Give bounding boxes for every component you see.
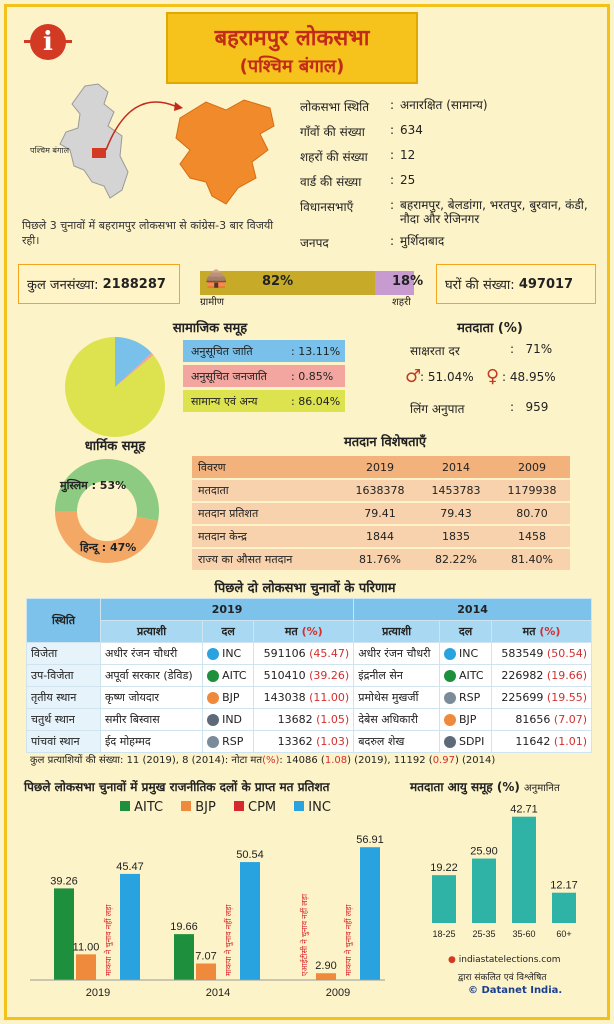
voting-cell: 1179938 [494, 479, 570, 502]
fact-key: गाँवों की संख्या [300, 125, 365, 139]
title-banner [166, 12, 418, 84]
party-vote-chart [30, 822, 390, 1002]
results-row [27, 665, 592, 687]
legend-swatch [234, 801, 244, 811]
vote-count: 591106 [263, 647, 306, 660]
literacy-value: 71% [525, 342, 553, 356]
candidate-name: अधीर रंजन चौधरी [354, 643, 440, 665]
vote-cell [492, 709, 592, 731]
voting-header-cell: 2014 [418, 456, 494, 479]
results-title: पिछले दो लोकसभा चुनावों के परिणाम [214, 581, 396, 596]
age-group-chart [420, 795, 600, 945]
party-name: INC [458, 647, 479, 660]
constituency-marker [92, 148, 106, 158]
voting-header-cell: 2019 [342, 456, 418, 479]
vote-count: 81656 [515, 713, 551, 726]
vote-cell [254, 709, 354, 731]
x-tick-label: 2009 [325, 987, 351, 999]
no-contest-note: माकपा ने चुनाव नहीं लड़ा [344, 904, 353, 976]
legend-label: INC [308, 800, 331, 815]
footer-part: ) (2014) [454, 755, 496, 766]
results-row [27, 731, 592, 753]
voting-cell: 1458 [494, 525, 570, 548]
social-item-value: 13.11% [298, 344, 341, 358]
bar-inc-2014 [240, 862, 260, 980]
bar-value-label: 56.91 [356, 834, 384, 847]
vote-header-label: मत [284, 625, 298, 638]
party-cell [203, 731, 254, 753]
social-item-st [183, 365, 345, 387]
state-map-outline [60, 84, 128, 198]
brand-logo: © Datanet India. [468, 985, 563, 996]
party-name: AITC [222, 669, 247, 682]
info-small-icon: ● [448, 955, 456, 965]
social-item-sep: : [291, 394, 299, 408]
party-cell [203, 709, 254, 731]
voting-cell: मतदान केन्द्र [192, 525, 342, 548]
fact-value: 634 [400, 123, 423, 137]
candidate-name: इंद्रनील सेन [354, 665, 440, 687]
voting-header-row [192, 456, 570, 479]
fact-row [300, 198, 600, 226]
bar-inc-2009 [360, 847, 380, 980]
voting-cell: 1835 [418, 525, 494, 548]
results-row [27, 643, 592, 665]
bar-value-label: 39.26 [50, 875, 78, 888]
arrow-head [174, 102, 183, 111]
voting-header-cell: विवरण [192, 456, 342, 479]
age-tick-label: 18-25 [432, 929, 456, 939]
fact-sep: : [390, 98, 395, 112]
age-tick-label: 35-60 [512, 929, 536, 939]
party-symbol-icon [207, 648, 219, 660]
bar-aitc-2019 [54, 888, 74, 980]
social-pie [60, 332, 170, 442]
female-icon: ♀ [486, 366, 500, 387]
vote-cell [254, 665, 354, 687]
party-symbol-icon [444, 714, 456, 726]
population-label: कुल जनसंख्या: [27, 278, 99, 293]
party-symbol-icon [444, 692, 456, 704]
candidate-header: प्रत्याशी [354, 621, 440, 643]
voting-cell: 79.41 [342, 502, 418, 525]
legend-cpm [234, 800, 276, 815]
sex-ratio-wrap: : 959 [510, 400, 549, 414]
sex-ratio-value: 959 [525, 400, 549, 414]
legend-label: BJP [195, 800, 216, 815]
social-item-value: 0.85% [298, 369, 334, 383]
party-name: RSP [222, 735, 244, 748]
vote-cell [492, 731, 592, 753]
info-icon: i [30, 24, 66, 60]
bar-value-label: 11.00 [72, 941, 100, 954]
party-cell [203, 687, 254, 709]
vote-header-pct: (%) [539, 625, 561, 638]
footer-part: (%) [262, 755, 280, 766]
party-symbol-icon [444, 648, 456, 660]
vote-count: 583549 [501, 647, 544, 660]
fact-key: विधानसभाएँ [300, 200, 354, 214]
age-tick-label: 25-35 [472, 929, 496, 939]
fact-row [300, 173, 600, 190]
no-contest-note: माकपा ने चुनाव नहीं लड़ा [104, 904, 113, 976]
vote-pct: (1.05) [316, 713, 350, 726]
hindu-label: हिन्दू : 47% [80, 541, 137, 554]
fact-key: जनपद [300, 236, 329, 250]
fact-value: बहरामपुर, बेलडांगा, भरतपुर, बुरवान, कंडी, नौदा और रेजिनगर [400, 198, 588, 226]
candidate-name: देबेस अधिकारी [354, 709, 440, 731]
age-chart-title: मतदाता आयु समूह (%) [410, 780, 520, 794]
age-bar-60+ [552, 893, 576, 923]
party-symbol-icon [207, 714, 219, 726]
party-cell [439, 665, 491, 687]
results-status: चतुर्थ स्थान [27, 709, 101, 731]
vote-count: 13682 [277, 713, 313, 726]
fact-key: वार्ड की संख्या [300, 175, 362, 189]
age-tick-label: 60+ [556, 929, 572, 939]
voting-cell: 81.40% [494, 548, 570, 571]
x-tick-label: 2019 [85, 987, 111, 999]
footer-part: 0.97 [432, 755, 455, 766]
age-bar-18-25 [432, 875, 456, 923]
households-box [436, 264, 596, 304]
vote-count: 510410 [263, 669, 306, 682]
social-item-general [183, 390, 345, 412]
vote-count: 11642 [515, 735, 551, 748]
age-bar-25-35 [472, 859, 496, 923]
footer-part: कुल प्रत्याशियों की संख्या: 11 (2019), 8 (2014): नोटा मत [30, 755, 263, 766]
party-cell [203, 665, 254, 687]
x-tick-label: 2014 [205, 987, 231, 999]
party-name: BJP [222, 691, 240, 704]
party-name: SDPI [458, 735, 485, 748]
fact-value: मुर्शिदाबाद [400, 234, 445, 248]
footer-part: ) (2019), 11192 ( [347, 755, 433, 766]
state-label: पश्चिम बंगाल [30, 146, 69, 155]
vote-cell [492, 665, 592, 687]
fact-row [300, 98, 600, 115]
rural-pct: 82% [262, 274, 294, 289]
voting-cell: राज्य का औसत मतदान [192, 548, 342, 571]
fact-sep: : [390, 123, 395, 137]
candidate-name: अधीर रंजन चौधरी [101, 643, 203, 665]
voting-table [192, 456, 570, 572]
vote-pct: (19.55) [546, 691, 587, 704]
party-chart-legend [120, 800, 331, 815]
social-item-sep: : [291, 344, 299, 358]
results-footer [30, 752, 495, 766]
legend-aitc [120, 800, 163, 815]
party-name: BJP [458, 713, 477, 726]
results-year-row [27, 599, 592, 621]
candidate-header: प्रत्याशी [101, 621, 203, 643]
bar-value-label: 19.66 [170, 921, 198, 934]
facts-panel [300, 98, 600, 259]
female-value-wrap: : 48.95% [502, 370, 556, 384]
population-value: 2188287 [102, 276, 166, 292]
fact-value: 25 [400, 173, 416, 187]
candidate-name: बदरुल शेख [354, 731, 440, 753]
vote-pct: (39.26) [309, 669, 350, 682]
urban-pct: 18% [392, 274, 424, 289]
bar-value-label: 50.54 [236, 849, 264, 862]
vote-pct: (45.47) [309, 647, 350, 660]
vote-cell [254, 687, 354, 709]
page-subtitle: (पश्चिम बंगाल) [239, 56, 345, 77]
vote-header [254, 621, 354, 643]
party-cell [439, 731, 491, 753]
voting-row [192, 479, 570, 502]
age-bar-value: 12.17 [550, 879, 578, 892]
bar-value-label: 2.90 [315, 960, 337, 973]
religion-title: धार्मिक समूह [84, 439, 146, 454]
party-symbol-icon [207, 692, 219, 704]
fact-row [300, 123, 600, 140]
voting-cell: मतदान प्रतिशत [192, 502, 342, 525]
party-cell [203, 643, 254, 665]
party-cell [439, 709, 491, 731]
legend-label: AITC [134, 800, 164, 815]
results-status: तृतीय स्थान [27, 687, 101, 709]
candidate-name: कृष्ण जोयदार [101, 687, 203, 709]
voting-cell: 82.22% [418, 548, 494, 571]
legend-swatch [181, 801, 191, 811]
party-symbol-icon [444, 736, 456, 748]
party-symbol-icon [207, 670, 219, 682]
year-2019-header: 2019 [101, 599, 354, 621]
vote-cell [254, 731, 354, 753]
voting-cell: 81.76% [342, 548, 418, 571]
results-table [26, 598, 592, 753]
vote-count: 13362 [277, 735, 313, 748]
bar-aitc-2014 [174, 934, 194, 980]
voting-row [192, 502, 570, 525]
year-2014-header: 2014 [354, 599, 592, 621]
vote-pct: (50.54) [546, 647, 587, 660]
party-header: दल [439, 621, 491, 643]
party-name: AITC [458, 669, 484, 682]
legend-swatch [294, 801, 304, 811]
candidate-name: समीर बिस्वास [101, 709, 203, 731]
results-row [27, 687, 592, 709]
male-value-wrap: : 51.04% [420, 370, 474, 384]
vote-pct: (1.03) [316, 735, 350, 748]
candidate-name: प्रमोथेस मुखर्जी [354, 687, 440, 709]
legend-swatch [120, 801, 130, 811]
vote-header [492, 621, 592, 643]
voting-cell: 1638378 [342, 479, 418, 502]
fact-key: लोकसभा स्थिति [300, 100, 370, 114]
compiled-by: द्वारा संकलित एवं विश्लेषित [458, 973, 547, 983]
party-symbol-icon [207, 736, 219, 748]
bar-inc-2019 [120, 874, 140, 980]
voting-cell: 1453783 [418, 479, 494, 502]
social-item-name: सामान्य एवं अन्य [191, 394, 258, 408]
social-item-value: 86.04% [298, 394, 341, 408]
party-chart-title: पिछले लोकसभा चुनावों में प्रमुख राजनीतिक दलों के प्राप्त मत प्रतिशत [24, 780, 330, 794]
voting-cell: 80.70 [494, 502, 570, 525]
vote-pct: (1.01) [553, 735, 587, 748]
no-contest-note: माकपा ने चुनाव नहीं लड़ा [224, 904, 233, 976]
voting-row [192, 548, 570, 571]
vote-count: 143038 [263, 691, 306, 704]
vote-cell [492, 687, 592, 709]
age-bar-35-60 [512, 817, 536, 923]
vote-header-label: मत [522, 625, 536, 638]
vote-cell [492, 643, 592, 665]
fact-sep: : [390, 198, 395, 212]
page-title: बहरामपुर लोकसभा [214, 26, 370, 51]
fact-value: अनारक्षित (सामान्य) [400, 98, 488, 112]
fact-sep: : [390, 173, 395, 187]
social-item-name: अनुसूचित जाति [191, 344, 253, 358]
voters-title: मतदाता (%) [457, 321, 523, 336]
social-item-name: अनुसूचित जनजाति [191, 369, 267, 383]
vote-pct: (11.00) [309, 691, 350, 704]
legend-inc [294, 800, 331, 815]
age-bar-value: 19.22 [430, 862, 458, 875]
site-url: indiastatelections.com [458, 955, 561, 965]
age-chart-title-wrap [410, 778, 560, 795]
party-name: INC [222, 647, 242, 660]
muslim-label: मुस्लिम : 53% [60, 479, 127, 492]
bar-value-label: 7.07 [195, 950, 217, 963]
legend-bjp [181, 800, 216, 815]
footer-part: 1.08 [324, 755, 348, 766]
constituency-map [30, 78, 290, 213]
vote-pct: (7.07) [553, 713, 587, 726]
party-header: दल [203, 621, 254, 643]
party-name: RSP [458, 691, 481, 704]
social-item-sep: : [291, 369, 299, 383]
footer-part: : 14086 ( [279, 755, 325, 766]
voting-cell: 1844 [342, 525, 418, 548]
households-value: 497017 [518, 276, 574, 292]
age-bar-value: 42.71 [510, 803, 538, 816]
results-status: उप-विजेता [27, 665, 101, 687]
vote-pct: (19.66) [546, 669, 587, 682]
literacy-value-wrap: : 71% [510, 342, 553, 356]
map-note: पिछले 3 चुनावों में बहरामपुर लोकसभा से कांग्रेस-3 बार विजयी रही। [22, 219, 274, 247]
results-status: विजेता [27, 643, 101, 665]
male-value: 51.04% [427, 370, 474, 384]
fact-row [300, 234, 600, 251]
vote-count: 225699 [501, 691, 544, 704]
fact-row [300, 148, 600, 165]
voting-row [192, 525, 570, 548]
status-header: स्थिति [27, 599, 101, 643]
legend-label: CPM [248, 800, 277, 815]
bar-bjp-2014 [196, 964, 216, 980]
population-box [18, 264, 180, 304]
constituency-map-shape [176, 100, 274, 204]
voting-header-cell: 2009 [494, 456, 570, 479]
voting-cell: मतदाता [192, 479, 342, 502]
hut-icon: 🛖 [205, 268, 228, 289]
party-symbol-icon [444, 670, 456, 682]
fact-key: शहरों की संख्या [300, 150, 368, 164]
results-status: पांचवां स्थान [27, 731, 101, 753]
urban-label: शहरी [392, 297, 411, 308]
social-title: सामाजिक समूह [172, 321, 248, 336]
candidate-name: ईद मोहम्मद [101, 731, 203, 753]
age-chart-subtitle: अनुमानित [524, 783, 560, 794]
sex-ratio-label: लिंग अनुपात [410, 402, 465, 416]
site-credit[interactable] [448, 955, 560, 965]
rural-label: ग्रामीण [200, 297, 225, 308]
vote-count: 226982 [501, 669, 544, 682]
fact-value: 12 [400, 148, 416, 162]
voting-cell: 79.43 [418, 502, 494, 525]
female-value: 48.95% [509, 370, 556, 384]
vote-cell [254, 643, 354, 665]
fact-sep: : [390, 234, 395, 248]
bar-bjp-2009 [316, 973, 336, 980]
party-cell [439, 687, 491, 709]
voting-title: मतदान विशेषताएँ [343, 435, 427, 450]
candidate-name: अपूर्वा सरकार (डेविड) [101, 665, 203, 687]
age-bar-value: 25.90 [470, 845, 498, 858]
households-label: घरों की संख्या: [445, 278, 515, 293]
no-contest-note: एआईटीसी ने चुनाव नहीं लड़ा [300, 893, 309, 976]
male-icon: ♂ [405, 366, 422, 387]
party-cell [439, 643, 491, 665]
party-name: IND [222, 713, 243, 726]
vote-header-pct: (%) [301, 625, 323, 638]
results-col-row [27, 621, 592, 643]
results-row [27, 709, 592, 731]
fact-sep: : [390, 148, 395, 162]
bar-value-label: 45.47 [116, 860, 144, 873]
bar-bjp-2019 [76, 954, 96, 980]
social-item-sc [183, 340, 345, 362]
literacy-label: साक्षरता दर [410, 344, 460, 358]
